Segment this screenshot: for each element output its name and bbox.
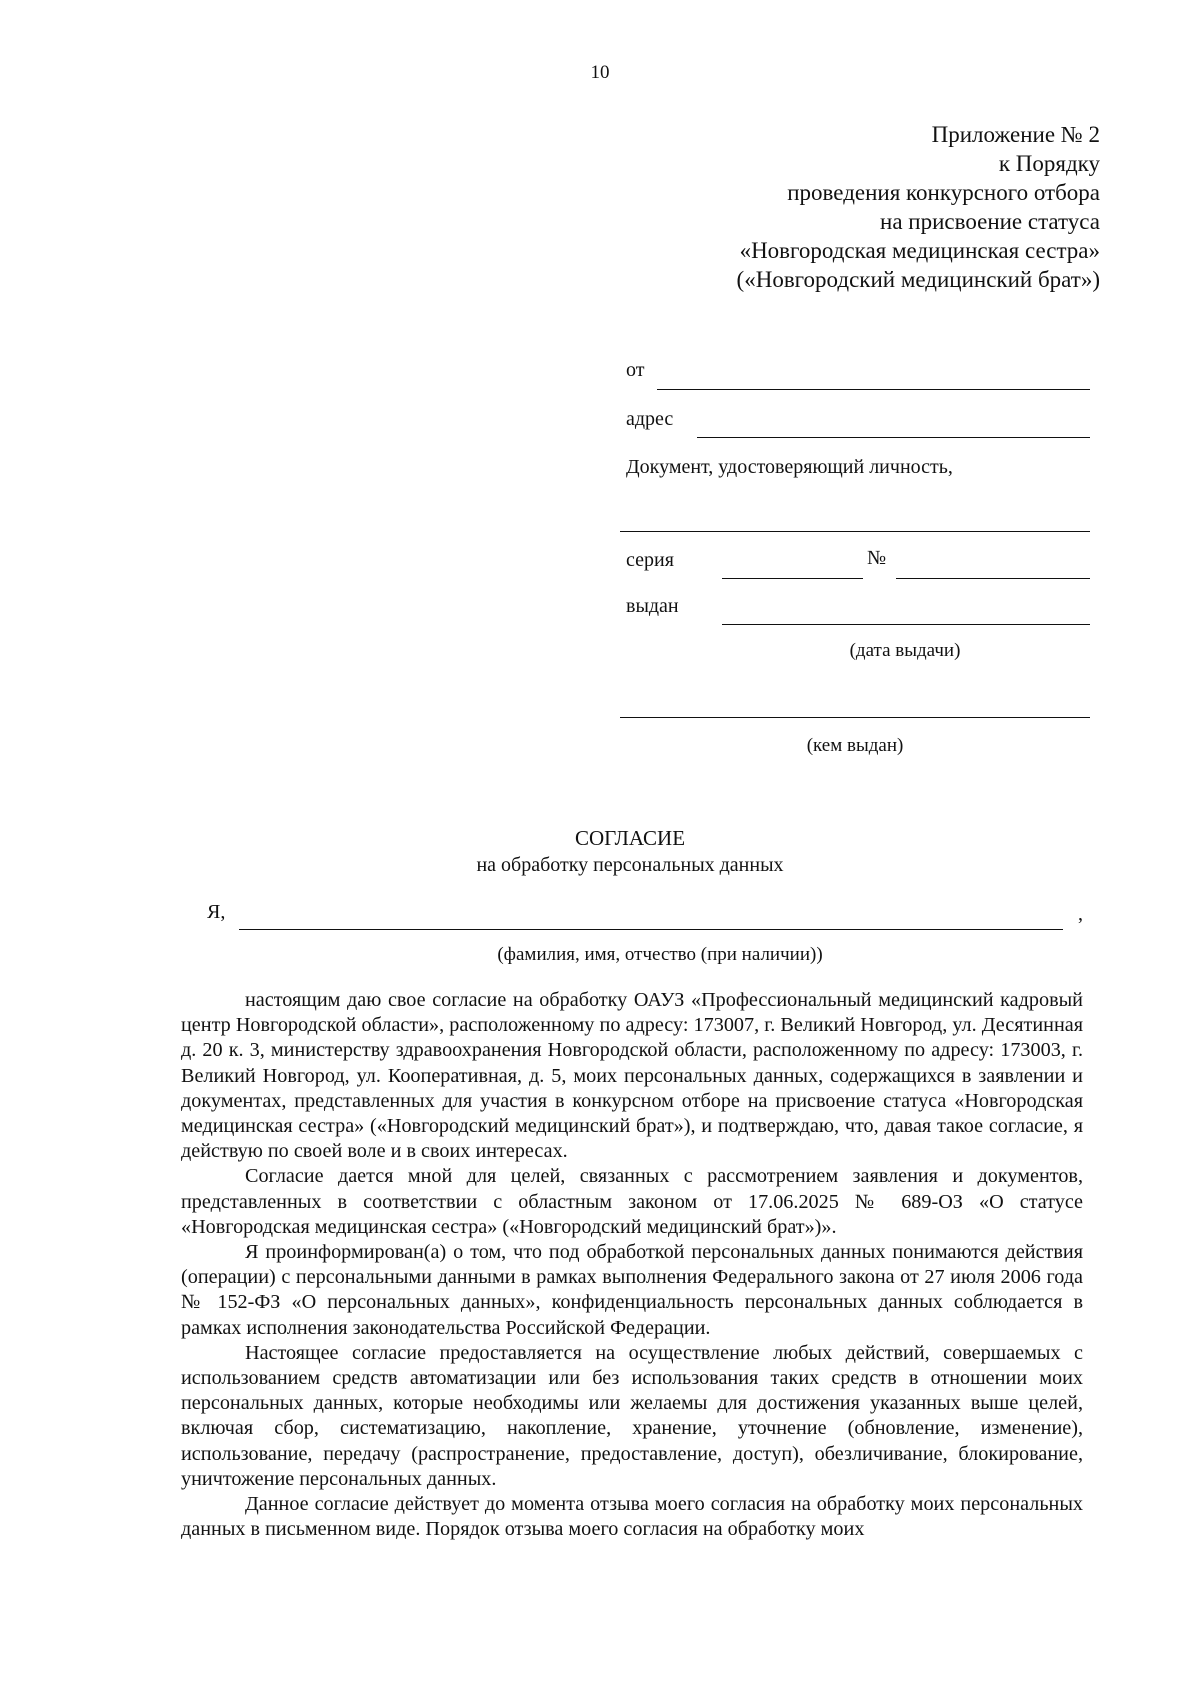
name-line-comma: , xyxy=(1078,903,1083,925)
appendix-line: «Новгородская медицинская сестра» xyxy=(739,238,1100,263)
from-field[interactable] xyxy=(657,389,1090,390)
consent-body xyxy=(181,988,1083,1542)
number-label: № xyxy=(867,547,887,569)
full-name-field[interactable] xyxy=(239,929,1063,930)
consent-subtitle: на обработку персональных данных xyxy=(476,854,784,876)
address-label: адрес xyxy=(626,408,674,430)
id-document-label: Документ, удостоверяющий личность, xyxy=(626,456,953,478)
page-number: 10 xyxy=(590,62,610,83)
appendix-line: Приложение № 2 xyxy=(931,122,1100,147)
issue-date-caption: (дата выдачи) xyxy=(849,640,961,661)
consent-paragraph: Я проинформирован(а) о том, что под обработкой персональных данных понимаются действия (операции) с персональными данными в рамках выполнения Федерального закона от 27 июля 2006 года № 152-ФЗ «О персональных данных», конфиденциальность персональных данных соблюдается в рамках исполнения законодательства Российской Федерации. xyxy=(181,1241,1083,1339)
appendix-line: на присвоение статуса xyxy=(880,209,1100,234)
consent-paragraph: настоящим даю свое согласие на обработку ОАУЗ «Профессиональный медицинский кадровый центр Новгородской области», расположенному по адресу: 173007, г. Великий Новгород, ул. Десятинная д. 20 к. 3, министерству здравоохранения Новгородской области, расположенному по адресу: 173003, г. Великий Новгород, ул. Кооперативная, д. 5, моих персональных данных, содержащихся в заявлении и документах, представленных для участия в конкурсном отборе на присвоение статуса «Новгородская медицинская сестра» («Новгородский медицинский брат»), и подтверждаю, что, давая такое согласие, я действую по своей воле и в своих интересах. xyxy=(181,989,1083,1163)
i-label: Я, xyxy=(207,901,226,923)
appendix-line: («Новгородский медицинский брат») xyxy=(736,267,1100,292)
appendix-line: проведения конкурсного отбора xyxy=(787,180,1100,205)
appendix-header xyxy=(540,120,1100,294)
full-name-caption: (фамилия, имя, отчество (при наличии)) xyxy=(497,944,823,965)
issued-by-caption: (кем выдан) xyxy=(806,735,904,756)
appendix-line: к Порядку xyxy=(998,151,1100,176)
number-field[interactable] xyxy=(896,578,1090,579)
from-label: от xyxy=(626,359,645,381)
consent-title: СОГЛАСИЕ xyxy=(574,826,686,850)
issued-by-field[interactable] xyxy=(620,717,1090,718)
series-field[interactable] xyxy=(722,578,863,579)
issue-date-field[interactable] xyxy=(722,624,1090,625)
consent-paragraph: Данное согласие действует до момента отзыва моего согласия на обработку моих персональных данных в письменном виде. Порядок отзыва моего согласия на обработку моих xyxy=(181,1493,1083,1541)
consent-paragraph: Настоящее согласие предоставляется на осуществление любых действий, совершаемых с использованием средств автоматизации или без использования таких средств в отношении моих персональных данных, которые необходимы или желаемы для достижения указанных выше целей, включая сбор, систематизацию, накопление, хранение, уточнение (обновление, изменение), использование, передачу (распространение, предоставление, доступ), обезличивание, блокирование, уничтожение персональных данных. xyxy=(181,1341,1083,1490)
issued-label: выдан xyxy=(626,595,679,617)
series-label: серия xyxy=(626,549,674,571)
id-document-field[interactable] xyxy=(620,531,1090,532)
address-field[interactable] xyxy=(697,437,1090,438)
consent-paragraph: Согласие дается мной для целей, связанных с рассмотрением заявления и документов, представленных в соответствии с областным законом от 17.06.2025 № 689-ОЗ «О статусе «Новгородская медицинская сестра» («Новгородский медицинский брат»)». xyxy=(181,1165,1083,1238)
